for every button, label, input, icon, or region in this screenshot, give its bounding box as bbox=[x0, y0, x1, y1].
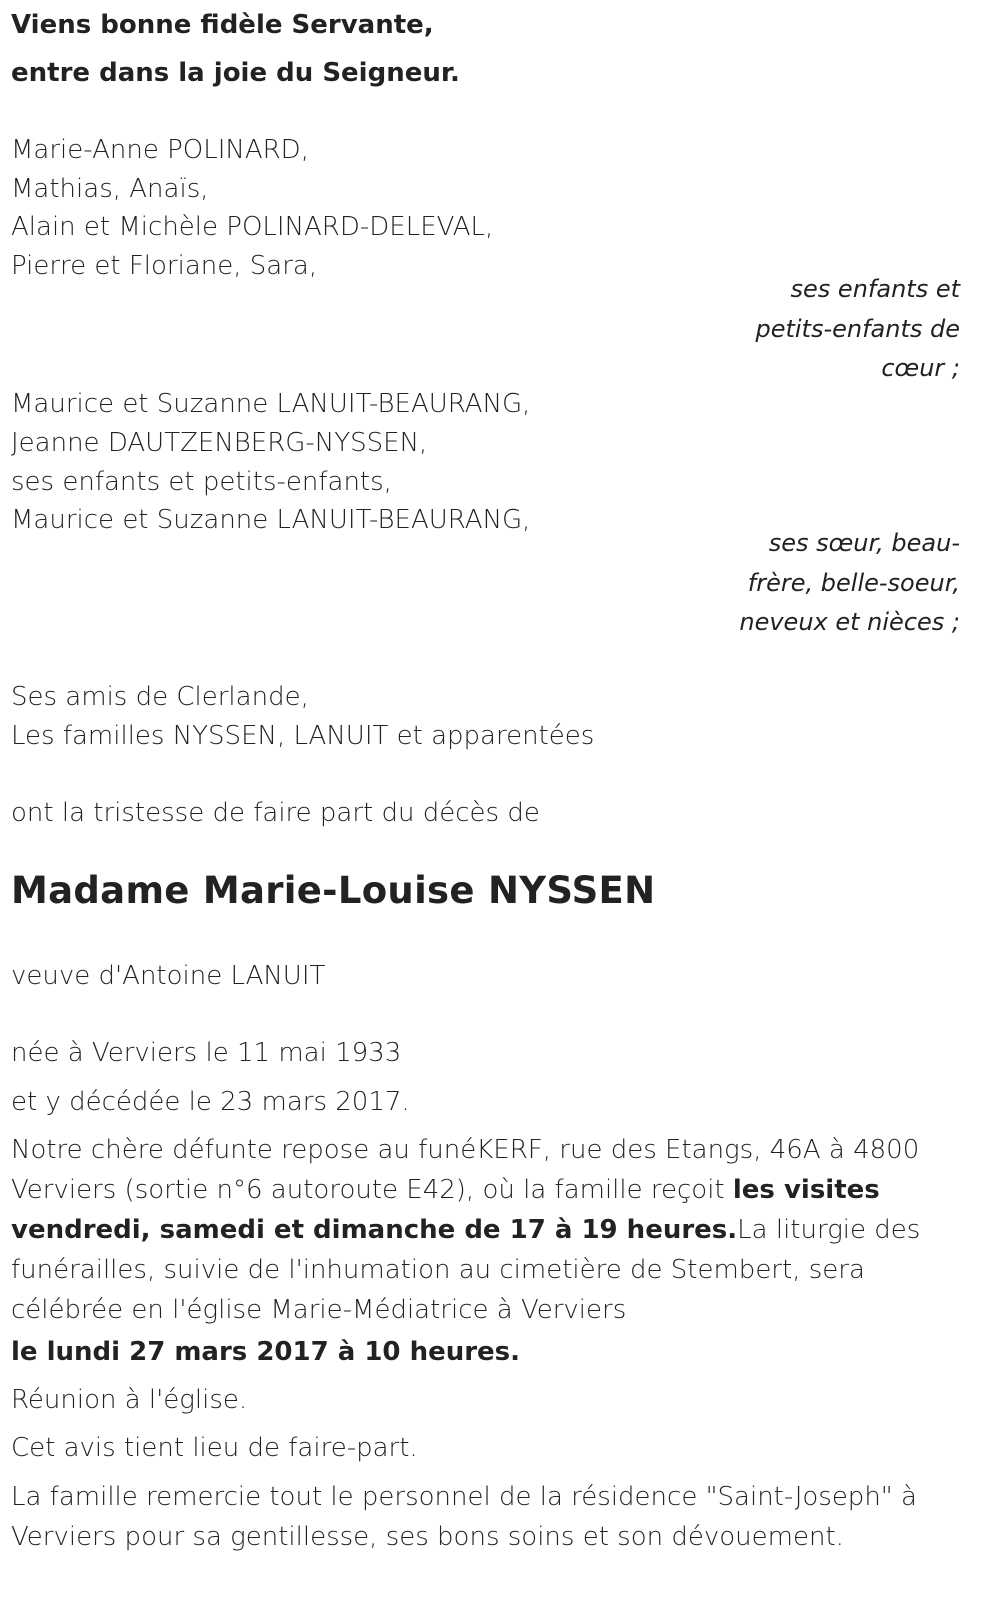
family-line: Maurice et Suzanne LANUIT-BEAURANG, bbox=[11, 389, 531, 419]
family-line: Jeanne DAUTZENBERG-NYSSEN, bbox=[11, 428, 428, 458]
family-line: Mathias, Anaïs, bbox=[11, 174, 209, 204]
family-line: Maurice et Suzanne LANUIT-BEAURANG, bbox=[11, 505, 531, 535]
death-info: et y décédée le 23 mars 2017. bbox=[11, 1087, 410, 1117]
announcement: ont la tristesse de faire part du décès de bbox=[11, 798, 540, 828]
family-line: Alain et Michèle POLINARD-DELEVAL, bbox=[11, 212, 494, 242]
deceased-name: Madame Marie-Louise NYSSEN bbox=[11, 869, 656, 912]
notice-text: Cet avis tient lieu de faire-part. bbox=[11, 1433, 418, 1463]
liturgy-text: La liturgie des funérailles, suivie de l'inhumation au cimetière de Stembert, sera célébrée en l'église Marie-Médiatrice à Verviers bbox=[11, 1215, 921, 1325]
widow-of: veuve d'Antoine LANUIT bbox=[11, 961, 326, 991]
heading-line-2: entre dans la joie du Seigneur. bbox=[11, 58, 460, 88]
families-line: Les familles NYSSEN, LANUIT et apparentées bbox=[11, 721, 595, 751]
rest-details bbox=[11, 1130, 961, 1330]
relation-children: ses enfants et petits-enfants de cœur ; bbox=[755, 275, 960, 382]
heading-line-1: Viens bonne fidèle Servante, bbox=[11, 10, 434, 40]
ceremony-date: le lundi 27 mars 2017 à 10 heures. bbox=[11, 1337, 521, 1367]
meeting-place: Réunion à l'église. bbox=[11, 1385, 248, 1415]
family-line: Marie-Anne POLINARD, bbox=[11, 135, 309, 165]
rest-text: Notre chère défunte repose au funéKERF, rue des Etangs, 46A à 4800 Verviers (sortie n°6 autoroute E42), où la famille reçoit bbox=[11, 1135, 920, 1205]
relation-siblings: ses sœur, beau-frère, belle-soeur, neveux et nièces ; bbox=[739, 529, 960, 636]
thanks-text: La famille remercie tout le personnel de la résidence "Saint-Joseph" à Verviers pour sa gentillesse, ses bons soins et son dévouement. bbox=[11, 1482, 917, 1552]
family-line: Pierre et Floriane, Sara, bbox=[11, 251, 318, 281]
visits-hours: les visites vendredi, samedi et dimanche de 17 à 19 heures. bbox=[11, 1175, 880, 1245]
friends-line: Ses amis de Clerlande, bbox=[11, 682, 309, 712]
birth-info: née à Verviers le 11 mai 1933 bbox=[11, 1038, 402, 1068]
family-line: ses enfants et petits-enfants, bbox=[11, 467, 392, 497]
